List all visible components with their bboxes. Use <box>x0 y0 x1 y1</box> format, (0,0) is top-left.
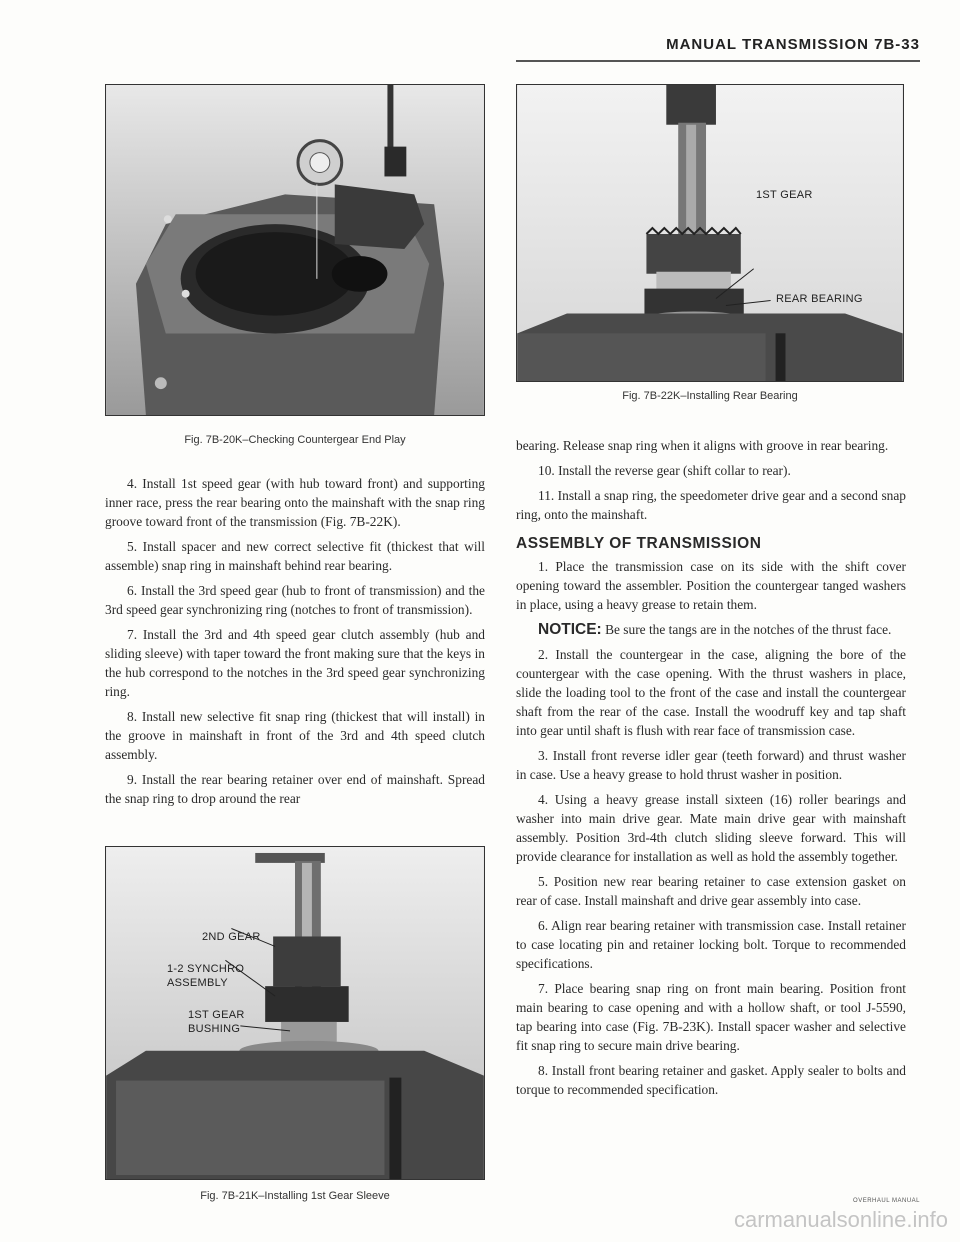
label-1st-gear: 1ST GEAR <box>756 189 813 201</box>
assembly-step-6: 6. Align rear bearing retainer with transmission case. Install retainer to case locating pin and retainer locking bolt. Torque to recommended specifications. <box>516 918 906 971</box>
step-9: 9. Install the rear bearing retainer over end of mainshaft. Spread the snap ring to drop around the rear <box>105 772 485 806</box>
footer-tag: OVERHAUL MANUAL <box>853 1198 920 1204</box>
step-8: 8. Install new selective fit snap ring (thickest that will install) in the groove in mainshaft in front of the 3rd and 4th speed clutch assembly. <box>105 709 485 762</box>
label-bushing: BUSHING <box>188 1023 241 1035</box>
figure-installing-rear-bearing <box>516 84 904 382</box>
assembly-step-8: 8. Install front bearing retainer and gasket. Apply sealer to bolts and torque to recommended specification. <box>516 1063 906 1097</box>
assembly-step-7: 7. Place bearing snap ring on front main bearing. Position front main bearing to case opening and with a hollow shaft, or tool J-5590, tap bearing into case (Fig. 7B-23K). Install spacer washer and selective fit snap ring to secure main drive bearing. <box>516 981 906 1053</box>
label-1-2-synchro: 1-2 SYNCHRO <box>167 963 245 975</box>
caption-fig-7b-21k: Fig. 7B-21K–Installing 1st Gear Sleeve <box>200 1190 390 1202</box>
step-7: 7. Install the 3rd and 4th speed gear clutch assembly (hub and sliding sleeve) with taper toward the front making sure that the keys in the hub correspond to the notches in the 3rd speed gear synchronizing ring. <box>105 627 485 699</box>
figure-installing-1st-gear-sleeve <box>105 846 485 1180</box>
header-rule <box>516 60 920 62</box>
caption-fig-7b-20k: Fig. 7B-20K–Checking Countergear End Play <box>184 434 406 446</box>
label-assembly: ASSEMBLY <box>167 977 228 989</box>
assembly-step-4: 4. Using a heavy grease install sixteen (16) roller bearings and washer into main drive gear. Mate main drive gear with mainshaft assembly. Position 3rd-4th clutch sliding sleeve forward. This will provide clearance for installation as well as hold the assembly together. <box>516 792 906 864</box>
1st-gear-sleeve-photo <box>106 847 484 1179</box>
page-header: MANUAL TRANSMISSION 7B-33 <box>666 36 920 53</box>
step-11: 11. Install a snap ring, the speedometer drive gear and a second snap ring, onto the mainshaft. <box>516 488 906 522</box>
step-10: 10. Install the reverse gear (shift collar to rear). <box>538 463 791 478</box>
caption-fig-7b-22k: Fig. 7B-22K–Installing Rear Bearing <box>622 390 798 402</box>
notice-label: NOTICE: <box>538 621 602 638</box>
notice-text: Be sure the tangs are in the notches of the thrust face. <box>601 622 892 637</box>
countergear-photo <box>106 85 484 415</box>
step-5: 5. Install spacer and new correct selective fit (thickest that will assemble) snap ring in mainshaft behind rear bearing. <box>105 539 485 573</box>
right-text-column <box>516 436 906 1105</box>
assembly-step-3: 3. Install front reverse idler gear (teeth forward) and thrust washer in case. Use a heavy grease to hold thrust washer in position. <box>516 748 906 782</box>
label-1st-gear-bushing: 1ST GEAR <box>188 1009 245 1021</box>
step-6: 6. Install the 3rd speed gear (hub to front of transmission) and the 3rd speed gear synchronizing ring (notches to front of transmission). <box>105 583 485 617</box>
watermark: carmanualsonline.info <box>733 1207 948 1232</box>
label-2nd-gear: 2ND GEAR <box>202 931 261 943</box>
section-heading-assembly: ASSEMBLY OF TRANSMISSION <box>516 535 762 552</box>
left-text-column <box>105 474 485 814</box>
figure-countergear-end-play <box>105 84 485 416</box>
assembly-step-5: 5. Position new rear bearing retainer to case extension gasket on rear of case. Install mainshaft and drive gear assembly into case. <box>516 874 906 908</box>
step-4: 4. Install 1st speed gear (with hub toward front) and supporting inner race, press the rear bearing onto the mainshaft with the snap ring groove toward front of the transmission (Fig. 7B-22K). <box>105 476 485 529</box>
continuation-text: bearing. Release snap ring when it aligns with groove in rear bearing. <box>516 438 889 453</box>
rear-bearing-photo <box>517 85 903 381</box>
assembly-step-2: 2. Install the countergear in the case, aligning the bore of the countergear with the case opening. With the thrust washers in place, slide the loading tool to the front of the case and install the countergear shaft from the rear of the case. Install the woodruff key and tap shaft into gear until shaft is flush with rear face of transmission case. <box>516 647 906 738</box>
assembly-step-1: 1. Place the transmission case on its side with the shift cover opening toward the assembler. Position the countergear tanged washers in place, using a heavy grease to retain them. <box>516 559 906 612</box>
notice-paragraph <box>516 620 906 639</box>
label-rear-bearing: REAR BEARING <box>776 293 863 305</box>
